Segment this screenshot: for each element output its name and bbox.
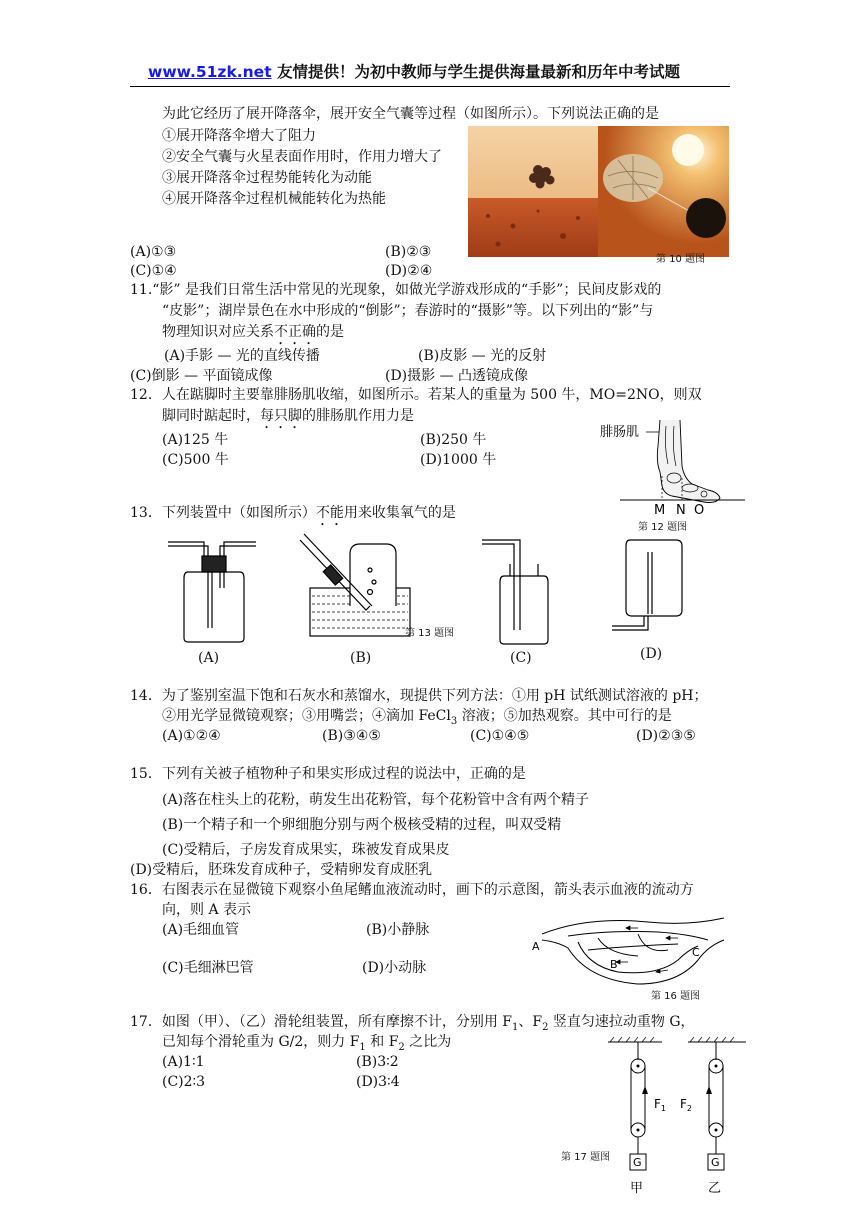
- q10-statement-1: ①展开降落伞增大了阻力: [162, 128, 316, 144]
- page-header: [148, 62, 680, 82]
- label-yi: 乙: [708, 1181, 722, 1196]
- q15-option-b[interactable]: (B)一个精子和一个卵细胞分别与两个极核受精的过程，叫双受精: [162, 817, 562, 833]
- emphasis-not-correct: 不正确: [274, 324, 316, 340]
- q17-caption: 第 17 题图: [561, 1152, 611, 1163]
- q17-line2: 已知每个滑轮重为 G/2，则力 $F_1$ 和 $F_2$ 之比为: [162, 1034, 452, 1053]
- q11-option-c[interactable]: (C)倒影 — 平面镜成像: [130, 368, 273, 384]
- q15-line1: 15．下列有关被子植物种子和果实形成过程的说法中，正确的是: [130, 766, 526, 782]
- q12-option-c[interactable]: (C)500 牛: [162, 452, 229, 468]
- apparatus-b: [300, 534, 410, 636]
- q10-option-a[interactable]: (A)①③: [130, 244, 177, 260]
- emphasis-cannot: 不能: [315, 505, 344, 521]
- capillary-diagram: [528, 910, 728, 990]
- q13-label-c[interactable]: (C): [510, 650, 532, 666]
- header-text: 友情提供！为初中教师与学生提供海量最新和历年中考试题: [271, 63, 681, 81]
- q13-caption: 第 13 题图: [405, 628, 455, 639]
- q16-caption: 第 16 题图: [651, 991, 701, 1002]
- q10-caption: 第 10 题图: [656, 254, 706, 265]
- q11-option-d[interactable]: (D)摄影 — 凸透镜成像: [385, 368, 529, 384]
- q13-label-d[interactable]: (D): [640, 646, 663, 662]
- label-jia: 甲: [630, 1181, 644, 1196]
- label-c: C: [692, 946, 700, 959]
- q17-option-c[interactable]: (C)2∶3: [162, 1074, 206, 1090]
- q12-caption: 第 12 题图: [638, 522, 688, 533]
- q17-option-d[interactable]: (D)3∶4: [356, 1074, 400, 1090]
- force-f1-label: $F_1$: [654, 1097, 666, 1113]
- pulley-diagrams: [600, 1036, 752, 1216]
- q17-option-b[interactable]: (B)3∶2: [356, 1054, 399, 1070]
- q15-option-c[interactable]: (C)受精后，子房发育成果实，珠被发育成果皮: [162, 842, 450, 858]
- point-m: M: [654, 503, 666, 518]
- q10-statement-3: ③展开降落伞过程势能转化为动能: [162, 170, 372, 186]
- muscle-label: 腓肠肌: [600, 425, 640, 440]
- mars-landing-photo: [468, 126, 729, 257]
- q11-option-b[interactable]: (B)皮影 — 光的反射: [418, 348, 547, 364]
- q12-option-b[interactable]: (B)250 牛: [420, 432, 487, 448]
- weight-g-yi: G: [711, 1156, 720, 1169]
- apparatus-d: [612, 540, 682, 630]
- q12-line1: 12．人在踮脚时主要靠腓肠肌收缩，如图所示。若某人的重量为 500 牛，MO=2NO，则双: [130, 387, 702, 403]
- q13-label-a[interactable]: (A): [198, 650, 220, 666]
- q15-option-a[interactable]: (A)落在柱头上的花粉，萌发生出花粉管，每个花粉管中含有两个精子: [162, 792, 590, 808]
- label-b: B: [610, 958, 618, 971]
- q10-statement-2: ②安全气囊与火星表面作用时，作用力增大了: [162, 149, 442, 165]
- q16-option-d[interactable]: (D)小动脉: [362, 960, 427, 976]
- q14-option-a[interactable]: (A)①②④: [162, 728, 221, 744]
- q17-option-a[interactable]: (A)1∶1: [162, 1054, 205, 1070]
- q10-line0: 为此它经历了展开降落伞，展开安全气囊等过程（如图所示）。下列说法正确的是: [162, 106, 659, 122]
- q17-line1: 17．如图（甲）、（乙）滑轮组装置，所有摩擦不计，分别用 $F_1$、$F_2$ 竖直匀速拉动重物 G，: [130, 1014, 695, 1033]
- q10-option-b[interactable]: (B)②③: [385, 244, 432, 260]
- q12-option-a[interactable]: (A)125 牛: [162, 432, 229, 448]
- q10-option-d[interactable]: (D)②④: [385, 263, 433, 279]
- q15-option-d[interactable]: (D)受精后，胚珠发育成种子，受精卵发育成胚乳: [130, 862, 433, 878]
- q12-line2: 脚同时踮起时，每只脚的腓肠肌作用力是: [162, 408, 414, 424]
- q14-option-b[interactable]: (B)③④⑤: [322, 728, 381, 744]
- q11-line2: “皮影”；湖岸景色在水中形成的“倒影”；春游时的“摄影”等。以下列出的“影”与: [162, 303, 654, 319]
- q10-option-c[interactable]: (C)①④: [130, 263, 177, 279]
- point-o: O: [694, 503, 705, 518]
- apparatus-a: [168, 542, 256, 642]
- emphasis-each-foot: 每只脚: [260, 408, 302, 424]
- site-link[interactable]: www.51zk.net: [148, 63, 272, 81]
- q16-option-a[interactable]: (A)毛细血管: [162, 922, 240, 938]
- q10-statement-4: ④展开降落伞过程机械能转化为热能: [162, 191, 386, 207]
- q14-option-d[interactable]: (D)②③⑤: [636, 728, 696, 744]
- label-a: A: [532, 940, 540, 953]
- q16-option-b[interactable]: (B)小静脉: [366, 922, 430, 938]
- q12-option-d[interactable]: (D)1000 牛: [420, 452, 497, 468]
- q13-label-b[interactable]: (B): [350, 650, 372, 666]
- force-f2-label: $F_2$: [680, 1097, 692, 1113]
- weight-g-jia: G: [633, 1156, 642, 1169]
- apparatus-c: [482, 540, 548, 644]
- q16-line2: 向，则 A 表示: [162, 902, 252, 918]
- q16-option-c[interactable]: (C)毛细淋巴管: [162, 960, 254, 976]
- q11-option-a[interactable]: (A)手影 — 光的直线传播: [164, 348, 320, 364]
- q14-line2: ②用光学显微镜观察；③用嘴尝；④滴加 FeCl$_3$ 溶液；⑤加热观察。其中可行的是: [162, 708, 672, 727]
- q14-line1: 14．为了鉴别室温下饱和石灰水和蒸馏水，现提供下列方法：①用 pH 试纸测试溶液的 pH；: [130, 688, 708, 704]
- q11-line3: 物理知识对应关系不正确的是: [162, 324, 344, 340]
- q16-line1: 16．右图表示在显微镜下观察小鱼尾鳍血液流动时，画下的示意图，箭头表示血液的流动方: [130, 882, 694, 898]
- q11-line1: 11.“影” 是我们日常生活中常见的光现象，如做光学游戏形成的“手影”；民间皮影戏的: [130, 282, 662, 298]
- q13-line1: 13．下列装置中（如图所示）不能用来收集氧气的是: [130, 505, 456, 521]
- q14-option-c[interactable]: (C)①④⑤: [470, 728, 530, 744]
- point-n: N: [676, 503, 686, 518]
- header-rule: [130, 86, 730, 87]
